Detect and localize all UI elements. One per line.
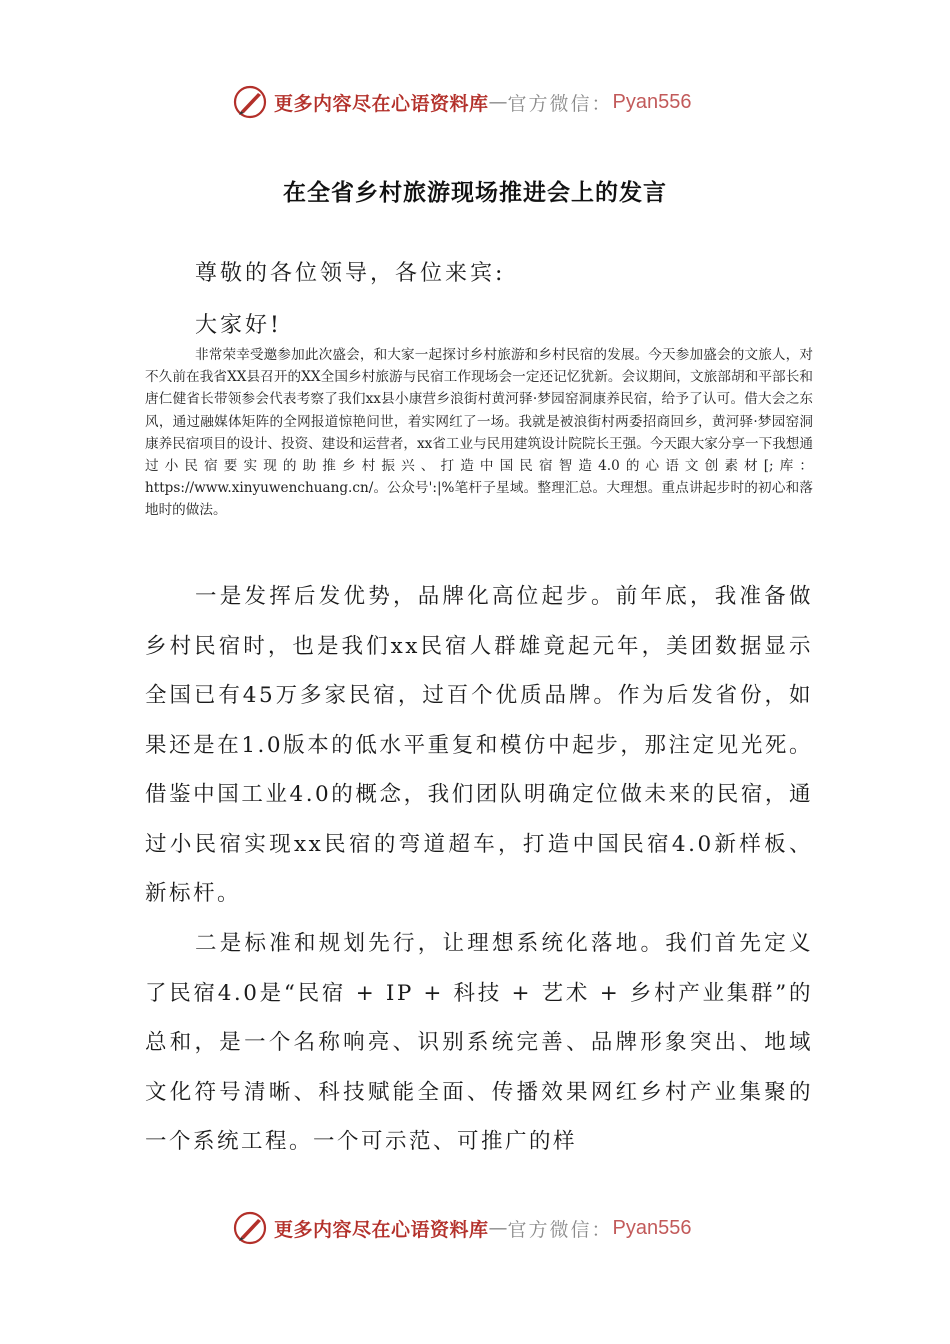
quill-logo-icon (232, 1210, 268, 1246)
watermark-wechat-id: Pyan556 (612, 1216, 692, 1239)
watermark-dash: — (488, 91, 508, 113)
watermark-wechat-label: 官方微信： (507, 1218, 613, 1241)
watermark-text: 更多内容尽在心语资料库 (274, 1218, 489, 1241)
watermark-footer (232, 1208, 692, 1248)
quill-logo-icon (232, 84, 268, 120)
watermark-wechat-id: Pyan556 (612, 90, 692, 113)
greeting-line-2: 大家好! (195, 313, 282, 338)
watermark-wechat-label: 官方微信： (507, 92, 613, 115)
watermark-text: 更多内容尽在心语资料库 (274, 92, 489, 115)
watermark-header (232, 82, 692, 122)
greeting-line-1: 尊敬的各位领导，各位来宾: (195, 261, 506, 286)
body-paragraph-2: 二是标准和规划先行，让理想系统化落地。我们首先定义了民宿4.0是“民宿 + IP + 科技 + 艺术 + 乡村产业集群”的总和，是一个名称响亮、识别系统完善、品牌形象突出、地域文化符号清晰、科技赋能全面、传播效果网红乡村产业集聚的一个系统工程。一个可示范、可推广的样 (145, 931, 813, 1154)
watermark-dash: — (488, 1217, 508, 1239)
document-title: 在全省乡村旅游现场推进会上的发言 (283, 180, 667, 206)
intro-paragraph: 非常荣幸受邀参加此次盛会，和大家一起探讨乡村旅游和乡村民宿的发展。今天参加盛会的文旅人，对不久前在我省XX县召开的XX全国乡村旅游与民宿工作现场会一定还记忆犹新。会议期间，文旅部胡和平部长和唐仁健省长带领参会代表考察了我们xx县小康营乡浪街村黄河驿·梦园窑洞康养民宿，给予了认可。借大会之东风，通过融媒体矩阵的全网报道惊艳问世，着实网红了一场。我就是被浪街村两委招商回乡，黄河驿·梦园窑洞康养民宿项目的设计、投资、建设和运营者，xx省工业与民用建筑设计院院长王强。今天跟大家分享一下我想通过小民宿要实现的助推乡村振兴、打造中国民宿智造4.0的心语文创素材[;库：https://www.xinyuwenchuang.cn/。公众号':|%笔杆子星域。整理汇总。大理想。重点讲起步时的初心和落地时的做法。 (145, 347, 813, 519)
body-paragraph-1: 一是发挥后发优势，品牌化高位起步。前年底，我准备做乡村民宿时，也是我们xx民宿人群雄竟起元年，美团数据显示全国已有45万多家民宿，过百个优质品牌。作为后发省份，如果还是在1.0版本的低水平重复和模仿中起步，那注定见光死。借鉴中国工业4.0的概念，我们团队明确定位做未来的民宿，通过小民宿实现xx民宿的弯道超车，打造中国民宿4.0新样板、新标杆。 (145, 584, 813, 906)
